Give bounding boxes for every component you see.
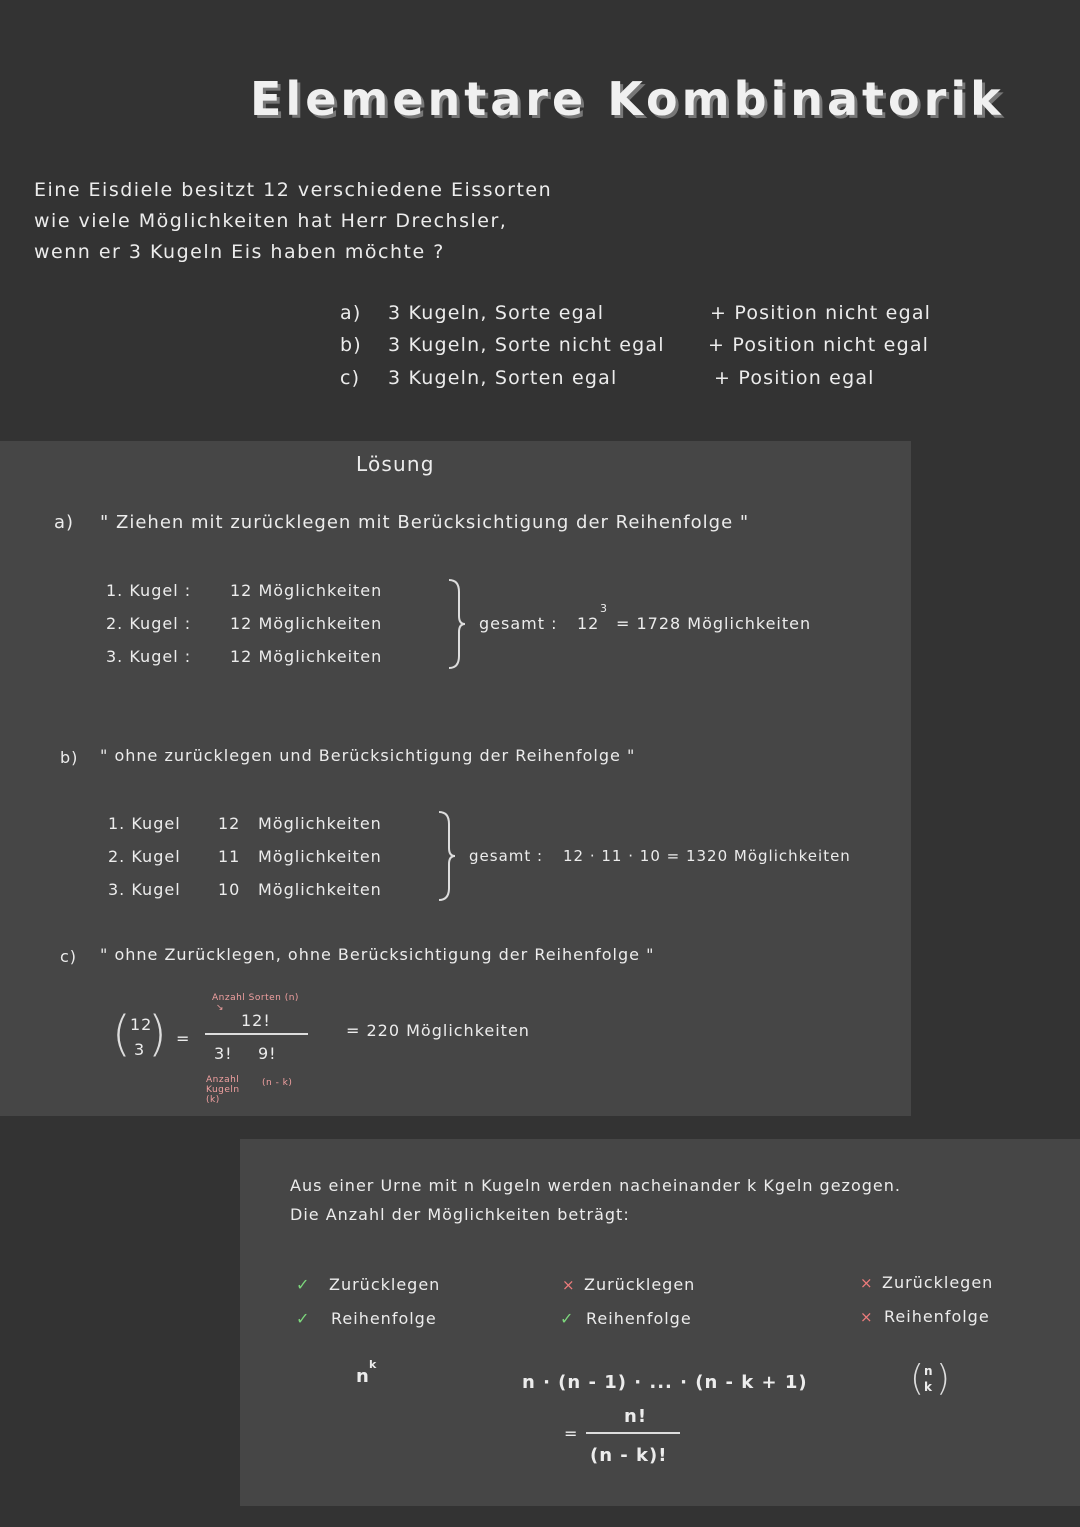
- note-anzahl-kugeln: Anzahl Kugeln (k): [206, 1075, 240, 1105]
- check-icon: ✓: [560, 1309, 575, 1328]
- cross-icon: ×: [860, 1308, 874, 1326]
- arrow-down-icon: ↘: [216, 1003, 225, 1013]
- col2-reihenfolge: Reihenfolge: [586, 1309, 692, 1328]
- solution-b-row-1-key: 1. Kugel: [108, 814, 181, 833]
- solution-b-row-1-value: Möglichkeiten: [258, 814, 382, 833]
- solution-a-row-1-key: 1. Kugel :: [106, 581, 192, 600]
- solution-b-row-3-key: 3. Kugel: [108, 880, 181, 899]
- solution-b-row-1-count: 12: [218, 814, 241, 833]
- curly-brace-a: [447, 578, 467, 670]
- solution-a-gesamt: gesamt :: [479, 614, 558, 633]
- solution-a-row-3-key: 3. Kugel :: [106, 647, 192, 666]
- col2-formula-denominator: (n - k)!: [590, 1445, 668, 1466]
- solution-b-gesamt: gesamt :: [469, 847, 544, 865]
- option-a-label: a): [340, 302, 362, 324]
- col3-binom-bottom: k: [924, 1380, 932, 1394]
- curly-brace-b: [437, 810, 457, 902]
- col3-binom-right-paren: ): [936, 1358, 951, 1399]
- solution-b-row-3-count: 10: [218, 880, 241, 899]
- col1-zuruecklegen: Zurücklegen: [329, 1275, 441, 1294]
- solution-a-label: a): [54, 512, 75, 533]
- col2-formula-equals: =: [564, 1424, 579, 1443]
- check-icon: ✓: [296, 1275, 311, 1294]
- solution-b-row-2-key: 2. Kugel: [108, 847, 181, 866]
- col3-zuruecklegen: Zurücklegen: [882, 1273, 994, 1292]
- col3-binom-left-paren: (: [910, 1358, 925, 1399]
- page-title: Elementare Kombinatorik: [250, 72, 1005, 126]
- solution-a-row-2-value: 12 Möglichkeiten: [230, 614, 383, 633]
- col3-binom-top: n: [924, 1364, 933, 1378]
- summary-line-1: Aus einer Urne mit n Kugeln werden nacheinander k Kgeln gezogen.: [290, 1176, 901, 1195]
- binom-bottom: 3: [134, 1040, 146, 1059]
- solution-b-row-2-value: Möglichkeiten: [258, 847, 382, 866]
- col1-formula-exp: k: [369, 1358, 377, 1371]
- option-b-label: b): [340, 334, 362, 356]
- fraction-line: [205, 1033, 308, 1035]
- fraction-den-1: 3!: [214, 1044, 233, 1063]
- solution-a-row-3-value: 12 Möglichkeiten: [230, 647, 383, 666]
- solution-c-equals: =: [176, 1029, 191, 1048]
- solution-a-row-2-key: 2. Kugel :: [106, 614, 192, 633]
- binom-right-paren: ): [148, 1006, 167, 1062]
- solution-a-result: = 1728 Möglichkeiten: [616, 614, 812, 633]
- col1-formula-base: n: [356, 1366, 370, 1387]
- cross-icon: ×: [562, 1276, 576, 1294]
- option-b-position: + Position nicht egal: [708, 334, 930, 356]
- solution-a-exponent: 3: [600, 602, 607, 615]
- note-n-minus-k: (n - k): [262, 1078, 293, 1088]
- solution-b-quote: " ohne zurücklegen und Berücksichtigung der Reihenfolge ": [100, 746, 636, 765]
- col3-reihenfolge: Reihenfolge: [884, 1307, 990, 1326]
- fraction-numerator: 12!: [241, 1011, 271, 1030]
- solution-a-row-1-value: 12 Möglichkeiten: [230, 581, 383, 600]
- solution-b-result: 12 · 11 · 10 = 1320 Möglichkeiten: [563, 847, 851, 865]
- solution-c-quote: " ohne Zurücklegen, ohne Berücksichtigung der Reihenfolge ": [100, 945, 655, 964]
- option-c-text: 3 Kugeln, Sorten egal: [388, 367, 618, 389]
- solution-c-result: = 220 Möglichkeiten: [346, 1021, 530, 1040]
- option-a-position: + Position nicht egal: [710, 302, 932, 324]
- summary-line-2: Die Anzahl der Möglichkeiten beträgt:: [290, 1205, 630, 1224]
- solution-a-base: 12: [577, 614, 600, 633]
- solution-b-row-2-count: 11: [218, 847, 241, 866]
- option-a-text: 3 Kugeln, Sorte egal: [388, 302, 605, 324]
- solution-b-row-3-value: Möglichkeiten: [258, 880, 382, 899]
- question-line-1: Eine Eisdiele besitzt 12 verschiedene Eissorten: [34, 179, 553, 201]
- option-b-text: 3 Kugeln, Sorte nicht egal: [388, 334, 665, 356]
- col1-reihenfolge: Reihenfolge: [331, 1309, 437, 1328]
- binom-left-paren: (: [112, 1006, 131, 1062]
- col2-fraction-line: [586, 1432, 680, 1434]
- solution-b-label: b): [60, 748, 79, 767]
- fraction-den-2: 9!: [258, 1044, 277, 1063]
- col2-zuruecklegen: Zurücklegen: [584, 1275, 696, 1294]
- col2-formula-product: n · (n - 1) · ... · (n - k + 1): [522, 1372, 808, 1393]
- option-c-position: + Position egal: [714, 367, 875, 389]
- question-line-3: wenn er 3 Kugeln Eis haben möchte ?: [34, 241, 445, 263]
- option-c-label: c): [340, 367, 361, 389]
- cross-icon: ×: [860, 1274, 874, 1292]
- solution-a-quote: " Ziehen mit zurücklegen mit Berücksichtigung der Reihenfolge ": [100, 512, 750, 533]
- binom-top: 12: [130, 1015, 153, 1034]
- note-anzahl-sorten: Anzahl Sorten (n): [212, 993, 299, 1003]
- question-line-2: wie viele Möglichkeiten hat Herr Drechsler,: [34, 210, 508, 232]
- col2-formula-numerator: n!: [624, 1406, 648, 1427]
- solution-heading: Lösung: [356, 452, 435, 476]
- check-icon: ✓: [296, 1309, 311, 1328]
- solution-c-label: c): [60, 947, 78, 966]
